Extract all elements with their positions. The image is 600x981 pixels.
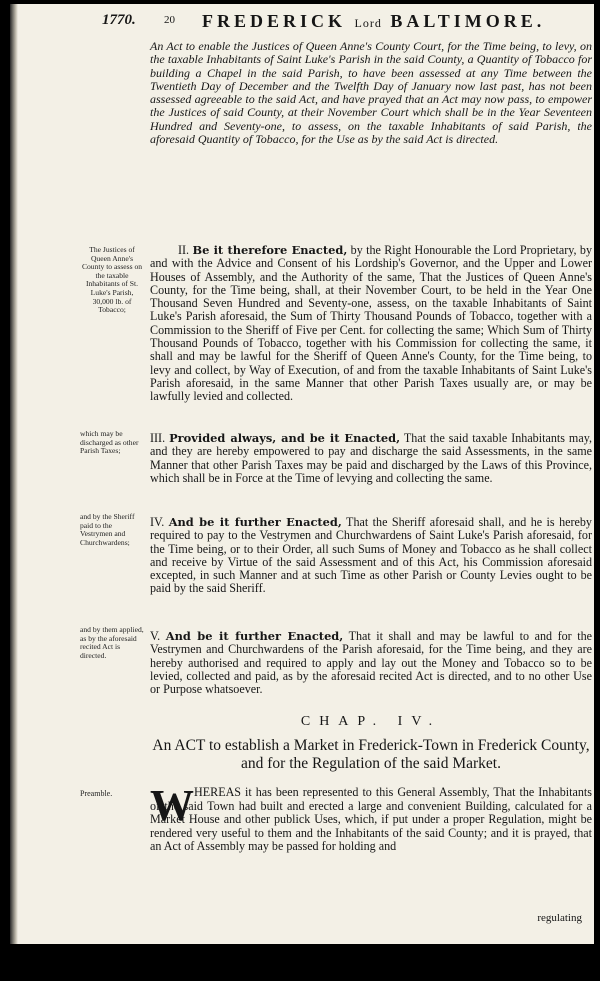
section-5 bbox=[150, 630, 592, 696]
header-baltimore: BALTIMORE. bbox=[390, 11, 546, 31]
header-year: 1770. bbox=[102, 12, 136, 28]
preamble-label: Preamble. bbox=[80, 789, 113, 798]
section-4-num: IV. bbox=[150, 515, 165, 529]
section-3-num: III. bbox=[150, 431, 166, 445]
header-folio: 20 bbox=[164, 14, 175, 26]
section-2-text: by the Right Honourable the Lord Proprietary, by and with the Advice and Consent of his Lordship's Governor, and the Upper and Lower Houses of Assembly, and the Authority of the same, That the Justices of Queen Anne's County, for the Time being, shall, at their November Court, to be held in the Year One Thousand Seven Hundred and Seventy-one, assess, on the taxable Inhabitants of Saint Luke's Parish aforesaid, the Sum of Thirty Thousand Pounds of Tobacco, together with a Commission to the Sheriff of Five per Cent. for collecting the same; Which Sum of Thirty Thousand Pounds of Tobacco, together with his Commission for collecting the same, it shall and may be lawful for the Sheriff of Queen Anne's County, for the Time being, to levy and collect, by Way of Execution, of and from the taxable Inhabitants of Saint Luke's Parish aforesaid, in the same Manner that other Parish Taxes usually are, or may be lawfully levied and collected. bbox=[150, 243, 592, 404]
chapter-heading: CHAP. IV. bbox=[300, 714, 442, 729]
section-4 bbox=[150, 516, 592, 596]
section-2-lead: Be it therefore Enacted, bbox=[192, 243, 348, 257]
document-page bbox=[10, 4, 594, 944]
margin-note-section-3: which may be discharged as other Parish Taxes; bbox=[80, 429, 139, 456]
section-2-num: II. bbox=[178, 243, 190, 257]
section-5-num: V. bbox=[150, 629, 161, 643]
preamble-paragraph bbox=[150, 781, 592, 854]
header-lord: Lord bbox=[354, 16, 382, 30]
binding-gutter bbox=[10, 4, 18, 944]
running-header bbox=[102, 10, 592, 36]
section-3-lead: Provided always, and be it Enacted, bbox=[169, 431, 401, 445]
chapter-act-title: An ACT to establish a Market in Frederick-Town in Frederick County, and for the Regulation of the said Market. bbox=[152, 737, 590, 772]
margin-note-section-5: and by them applied, as by the aforesaid recited Act is directed. bbox=[80, 625, 144, 660]
section-3 bbox=[150, 432, 592, 485]
preamble-dropcap: W bbox=[150, 781, 194, 830]
section-3-text: That the said taxable Inhabitants may, and they are hereby empowered to pay and discharge the said Assessments, in the same Manner that other Parish Taxes may be paid and discharged by the Laws of this Province, which shall be in Force at the Time of levying and collecting the same. bbox=[150, 431, 592, 485]
section-2 bbox=[150, 244, 592, 404]
margin-note-section-4: and by the Sheriff paid to the Vestrymen and Churchwardens; bbox=[80, 512, 135, 547]
act-title-paragraph: An Act to enable the Justices of Queen Anne's County Court, for the Time being, to levy, on the taxable Inhabitants of Saint Luke's Parish in the said County, a Quantity of Tobacco for building a Chapel in the said Parish, to have been assessed at any Time between the Twentieth Day of December and the Twelfth Day of January now last past, has not been assessed agreeable to the said Act, and have prayed that an Act may now pass, to empower the Justices of said County, at their November Court which shall be in the Year Seventeen Hundred and Seventy-one, to assess, on the taxable Inhabitants of said Parish, the aforesaid Quantity of Tobacco, for the Use as by the said Act is directed. bbox=[150, 39, 592, 147]
preamble-text: HEREAS it has been represented to this General Assembly, That the Inhabitants of the said Town had built and erected a large and convenient Building, calculated for a Market House and other publick Uses, which, if put under a proper Regulation, might be rendered very useful to them and the Inhabitants of the said County; and it is prayed, that an Act of Assembly may be passed for holding and bbox=[150, 785, 592, 853]
section-5-lead: And be it further Enacted, bbox=[165, 629, 344, 643]
catchword: regulating bbox=[537, 912, 582, 924]
section-5-text: That it shall and may be lawful to and for the Vestrymen and Churchwardens of the Parish aforesaid, for the Time being, and they are hereby authorised and required to apply and lay out the Money and Tobacco so to be levied, collected and paid, as by the aforesaid recited Act is directed, and to no other Use or Purpose whatsoever. bbox=[150, 629, 592, 697]
header-title bbox=[202, 11, 545, 32]
section-4-lead: And be it further Enacted, bbox=[168, 515, 342, 529]
margin-note-section-2: The Justices of Queen Anne's County to assess on the taxable Inhabitants of St. Luke's Parish, 30,000 lb. of Tobacco; bbox=[81, 245, 143, 315]
section-4-text: That the Sheriff aforesaid shall, and he is hereby required to pay to the Vestrymen and Churchwardens of Saint Luke's Parish aforesaid, for the Time being, or to their Order, all such Sums of Money and Tobacco as he shall collect and receive by Virtue of the said Assessment and of this Act, his Commission aforesaid excepted, in such Manner and at such Time as other Parish or County Levies ought to be paid by the said Sheriff. bbox=[150, 515, 592, 596]
header-frederick: FREDERICK bbox=[202, 11, 347, 31]
